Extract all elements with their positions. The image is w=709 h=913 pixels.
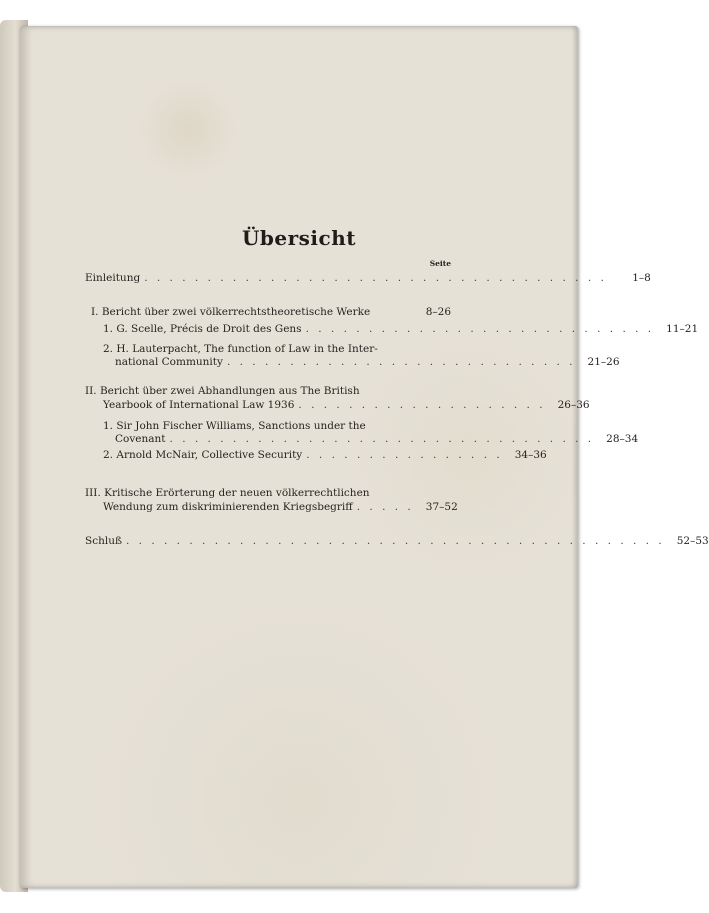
entry-pages: 1–8 — [632, 272, 651, 284]
entry-pages: 8–26 — [425, 306, 451, 318]
entry-label: Einleitung — [85, 272, 141, 284]
dot-leader: . . . . . . . . . . . . . . . . . . . . . . . . . . . . . . . . . . . . . . . . . . . — [125, 535, 665, 547]
entry-label: Schluß — [85, 535, 122, 547]
toc-entry-section-2 — [85, 399, 590, 412]
page-title: Übersicht — [241, 226, 356, 250]
entry-label: I. Bericht über zwei völkerrechtstheoretische Werke — [91, 306, 371, 318]
entry-pages: 11–21 — [666, 323, 699, 335]
toc-entry-einleitung — [85, 272, 651, 285]
entry-label: 1. G. Scelle, Précis de Droit des Gens — [103, 323, 302, 335]
dot-leader: . . . . . . . . . . . . . . . . . . . . . . . . . . . . — [305, 323, 655, 335]
dot-leader: . . . . . . . . . . . . . . . . . . . . . . . . . . . . . . . . . . . . . — [144, 272, 607, 284]
book-page — [20, 26, 709, 888]
dot-leader: . . . . . . . . . . . . . . . . . . . . . . . . . . . . . . . . . . — [169, 433, 595, 445]
entry-pages: 37–52 — [425, 501, 458, 513]
toc-entry-section-1-1 — [85, 323, 699, 336]
entry-label: Covenant — [115, 433, 166, 445]
toc-entry-section-1-2-line1: 2. H. Lauterpacht, The function of Law in the Inter- — [103, 343, 378, 355]
entry-pages: 52–53 — [676, 535, 709, 547]
page-column-header: Seite — [429, 259, 451, 268]
entry-label: 2. Arnold McNair, Collective Security — [103, 449, 303, 461]
entry-label: Wendung zum diskriminierenden Kriegsbegriff — [103, 501, 353, 513]
toc-entry-section-1 — [85, 306, 451, 319]
toc-entry-section-2-1 — [85, 433, 639, 446]
toc-entry-schluss — [85, 535, 709, 548]
entry-label: Yearbook of International Law 1936 — [103, 399, 295, 411]
entry-pages: 21–26 — [587, 356, 620, 368]
toc-entry-section-2-1-line1: 1. Sir John Fischer Williams, Sanctions under the — [103, 420, 366, 432]
entry-label: national Community — [115, 356, 223, 368]
dot-leader: . . . . . — [356, 501, 414, 513]
toc-entry-section-3 — [85, 501, 458, 514]
toc-entry-section-1-2 — [85, 356, 620, 369]
entry-pages: 34–36 — [514, 449, 547, 461]
dot-leader: . . . . . . . . . . . . . . . . — [306, 449, 503, 461]
dot-leader: . . . . . . . . . . . . . . . . . . . . . . . . . . . . — [226, 356, 576, 368]
toc-entry-section-2-2 — [85, 449, 547, 462]
dot-leader: . . . . . . . . . . . . . . . . . . . . — [298, 399, 546, 411]
toc-entry-section-3-line1: III. Kritische Erörterung der neuen völkerrechtlichen — [85, 487, 370, 499]
entry-pages: 28–34 — [606, 433, 639, 445]
entry-pages: 26–36 — [557, 399, 590, 411]
toc-entry-section-2-line1: II. Bericht über zwei Abhandlungen aus The British — [85, 385, 360, 397]
